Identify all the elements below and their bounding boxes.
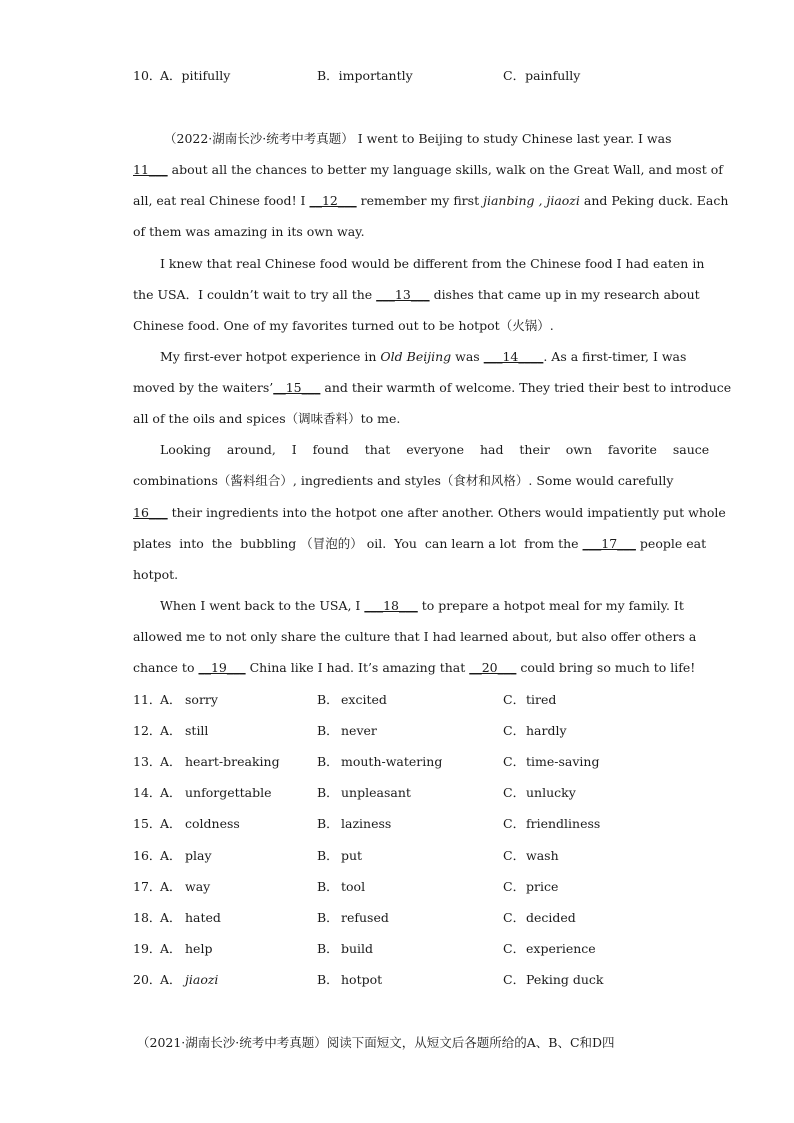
option-a-letter: A． xyxy=(160,816,182,832)
passage-line: moved by the waiters’__15___ and their warmth of welcome. They tried their best to introduce xyxy=(133,380,732,395)
question-number: 17． xyxy=(133,878,162,894)
option-c-text: unlucky xyxy=(526,785,576,801)
passage-line: （2022·湖南长沙·统考中考真题） I went to Beijing to study Chinese last year. I was xyxy=(164,131,672,146)
option-b-letter: B． xyxy=(317,723,339,739)
passage-line: combinations（酱料组合）, ingredients and styles（食材和风格）. Some would carefully xyxy=(133,473,674,488)
option-b-letter: B． xyxy=(317,847,339,863)
passage-line: allowed me to not only share the culture that I had learned about, but also offer others a xyxy=(133,629,697,644)
option-b-text: unpleasant xyxy=(341,785,411,801)
blank-13: ___13___ xyxy=(376,287,430,302)
option-b-letter: B． xyxy=(317,940,339,956)
option-c-text: experience xyxy=(526,940,596,956)
option-c-text: wash xyxy=(526,847,559,863)
question-options-row xyxy=(133,846,693,866)
blank-19: __19___ xyxy=(198,660,246,675)
option-c-letter: C． xyxy=(503,940,526,956)
question-number: 11． xyxy=(133,692,162,707)
option-b-text: excited xyxy=(341,692,387,707)
option-a-letter: A． xyxy=(160,940,182,956)
option-a-letter: A． xyxy=(160,692,182,707)
option-a-text: help xyxy=(185,940,213,956)
option-a-letter: A． xyxy=(160,847,182,863)
option-c-letter: C． xyxy=(503,754,526,770)
option-a-text: unforgettable xyxy=(185,785,272,801)
passage-line: I knew that real Chinese food would be different from the Chinese food I had eaten in xyxy=(160,256,705,271)
option-a-text: coldness xyxy=(185,816,240,832)
passage-line: the USA．I couldn’t wait to try all the ___13___ dishes that came up in my research about xyxy=(133,287,700,302)
option-c-letter: C． xyxy=(503,971,526,987)
passage-line: Looking around, I found that everyone had their own favorite sauce xyxy=(160,442,710,457)
option-b-letter: B． xyxy=(317,692,339,707)
option-b-letter: B． xyxy=(317,816,339,832)
option-c-letter: C． xyxy=(503,878,526,894)
option-b-text: never xyxy=(341,723,377,739)
option-b: B．importantly xyxy=(317,68,413,83)
question-options-row xyxy=(133,970,693,990)
option-c-letter: C． xyxy=(503,692,526,707)
question-options-row xyxy=(133,690,693,710)
question-options-row xyxy=(133,939,693,959)
option-b-letter: B． xyxy=(317,971,339,987)
option-a-letter: A． xyxy=(160,754,182,770)
option-a-letter: A． xyxy=(160,878,182,894)
option-c-letter: C． xyxy=(503,723,526,739)
option-b-text: refused xyxy=(341,909,389,925)
option-a-text: sorry xyxy=(185,692,218,707)
question-number: 20． xyxy=(133,971,162,987)
question-options-row xyxy=(133,721,693,741)
question-options-row xyxy=(133,814,693,834)
option-b-text: put xyxy=(341,847,363,863)
option-b-letter: B． xyxy=(317,754,339,770)
passage-line: When I went back to the USA, I ___18___ to prepare a hotpot meal for my family. It xyxy=(160,598,684,613)
option-c-letter: C． xyxy=(503,909,526,925)
blank-14: ___14____ xyxy=(483,349,544,364)
blank-11: 11___ xyxy=(133,162,168,177)
option-c-text: hardly xyxy=(526,723,567,739)
option-a-text: jiaozi xyxy=(185,971,219,987)
option-b-text: build xyxy=(341,940,374,956)
option-a: A．pitifully xyxy=(160,68,231,83)
question-number: 14． xyxy=(133,785,162,801)
passage-line: all, eat real Chinese food! I __12___ remember my first jianbing , jiaozi and Peking duck. Each xyxy=(133,193,729,208)
option-c-letter: C． xyxy=(503,816,526,832)
question-number: 13． xyxy=(133,754,162,770)
option-c-text: decided xyxy=(526,909,576,925)
question-number: 18． xyxy=(133,909,162,925)
option-a-text: play xyxy=(185,847,212,863)
option-c-text: price xyxy=(526,878,559,894)
blank-18: ___18___ xyxy=(364,598,418,613)
question-number: 19． xyxy=(133,940,162,956)
passage-line: plates into the bubbling （冒泡的） oil. You can learn a lot from the ___17___ people eat xyxy=(133,536,707,551)
option-c-text: time-saving xyxy=(526,754,600,770)
passage-line: chance to __19___ China like I had. It’s amazing that __20___ could bring so much to life! xyxy=(133,660,696,675)
question-10-options xyxy=(133,66,693,86)
question-number: 12． xyxy=(133,723,162,739)
option-c-text: tired xyxy=(526,692,557,707)
option-c-letter: C． xyxy=(503,785,526,801)
option-b-letter: B． xyxy=(317,785,339,801)
passage-line: 11___ about all the chances to better my language skills, walk on the Great Wall, and most of xyxy=(133,162,723,177)
option-a-letter: A． xyxy=(160,723,182,739)
option-c-letter: C． xyxy=(503,847,526,863)
option-b-text: hotpot xyxy=(341,971,383,987)
next-section-heading: （2021·湖南长沙·统考中考真题）阅读下面短文，从短文后各题所给的A、B、C和D四 xyxy=(137,1035,615,1050)
option-a-text: way xyxy=(185,878,211,894)
option-b-letter: B． xyxy=(317,909,339,925)
option-c: C．painfully xyxy=(503,68,581,83)
passage-line: My first-ever hotpot experience in Old Beijing was ___14____. As a first-timer, I was xyxy=(160,349,687,364)
passage-source: （2022·湖南长沙·统考中考真题） xyxy=(164,131,354,146)
option-b-text: tool xyxy=(341,878,366,894)
question-options-row xyxy=(133,908,693,928)
option-c-text: Peking duck xyxy=(526,971,604,987)
question-options-row xyxy=(133,783,693,803)
option-a-text: still xyxy=(185,723,209,739)
question-number: 10． xyxy=(133,68,162,83)
question-options-row xyxy=(133,877,693,897)
question-number: 16． xyxy=(133,847,162,863)
option-c-text: friendliness xyxy=(526,816,601,832)
option-a-letter: A． xyxy=(160,971,182,987)
option-b-text: laziness xyxy=(341,816,392,832)
passage-line: Chinese food. One of my favorites turned out to be hotpot（火锅）. xyxy=(133,318,554,333)
blank-15: __15___ xyxy=(273,380,321,395)
option-a-letter: A． xyxy=(160,785,182,801)
passage-line: of them was amazing in its own way. xyxy=(133,224,365,239)
blank-16: 16___ xyxy=(133,505,168,520)
option-b-letter: B． xyxy=(317,878,339,894)
blank-12: __12___ xyxy=(309,193,357,208)
passage-line: hotpot. xyxy=(133,567,179,582)
option-a-letter: A． xyxy=(160,909,182,925)
blank-20: __20___ xyxy=(469,660,517,675)
passage-line: all of the oils and spices（调味香料）to me. xyxy=(133,411,401,426)
question-number: 15． xyxy=(133,816,162,832)
option-a-text: heart-breaking xyxy=(185,754,280,770)
passage-line: 16___ their ingredients into the hotpot one after another. Others would impatiently put whole xyxy=(133,505,726,520)
question-options-row xyxy=(133,752,693,772)
option-b-text: mouth-watering xyxy=(341,754,443,770)
option-a-text: hated xyxy=(185,909,221,925)
blank-17: ___17___ xyxy=(582,536,636,551)
